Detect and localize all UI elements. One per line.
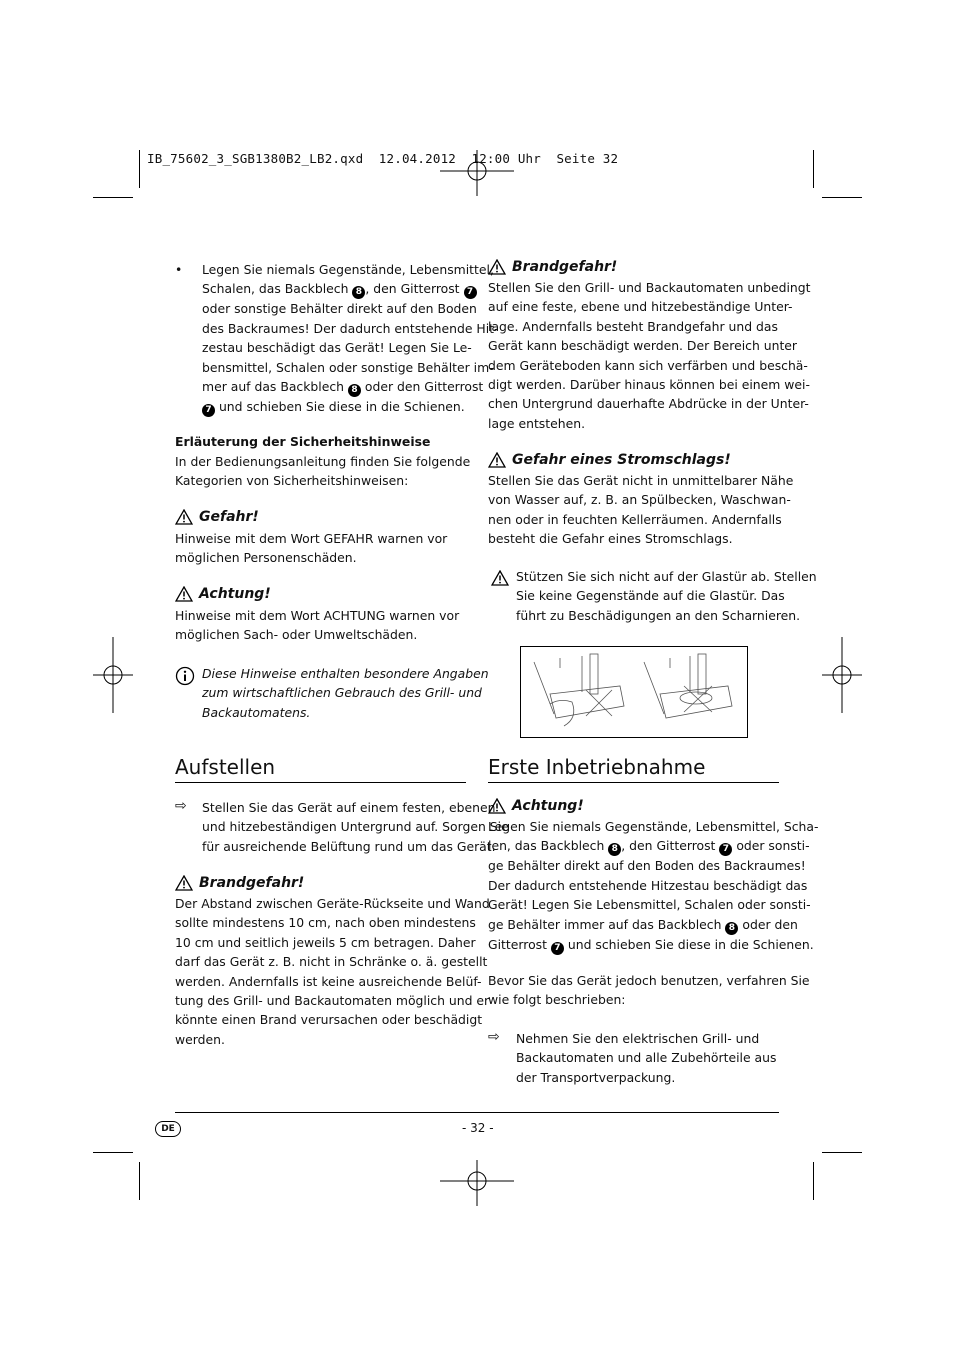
paragraph: Stellen Sie das Gerät nicht in unmittelbarer Nähe von Wasser auf, z. B. an Spülbecken, Waschwan- nen oder in feuchten Kellerräumen. Andernfalls besteht die Gefahr eines Stromschlags.	[488, 473, 794, 547]
warning-heading: Achtung!	[488, 798, 584, 814]
registration-mark-bottom	[440, 1160, 514, 1206]
paragraph: Stellen Sie den Grill- und Backautomaten unbedingt auf eine feste, ebene und hitzebeständige Unter- lage. Andernfalls besteht Brandgefahr und das Gerät kann beschädigt werden. Der Bereich unter dem Geräteboden kann sich verfärben und beschä- digt werden. Darüber hinaus können bei einem wei- chen Untergrund dauerhafte Abdrücke in der Unter- lage entstehen.	[488, 280, 811, 431]
warning-triangle-icon	[175, 586, 193, 602]
text-line: 7 und schieben Sie diese in die Schienen.	[202, 397, 472, 417]
info-paragraph: Diese Hinweise enthalten besondere Angaben zum wirtschaftlichen Gebrauch des Grill- und Backautomatens.	[202, 666, 489, 720]
registration-mark-right	[822, 637, 862, 713]
paragraph: Legen Sie niemals Gegenstände, Lebensmittel, Scha- len, das Backblech 8 , den Gitterrost 7 oder sonsti- ge Behälter direkt auf den Boden des Backraumes! Der dadurch entstehende Hitzestau beschädigt das Gerät! Legen Sie Lebensmittel, Schalen oder sonsti- ge Behälter immer auf das Backblech 8 oder den Gitterrost 7 und schieben Sie diese in die Schienen.	[488, 819, 819, 953]
text-line: des Backraumes! Der dadurch entstehende Hit-	[202, 320, 499, 336]
warning-triangle-icon	[175, 509, 193, 525]
ref-number-backblech: 8	[608, 843, 621, 856]
ref-number-gitterrost: 7	[464, 286, 477, 299]
crop-mark	[813, 1162, 814, 1200]
warning-triangle-icon	[488, 259, 506, 275]
warning-heading: Brandgefahr!	[488, 259, 617, 275]
section-subtitle: Erläuterung der Sicherheitshinweise	[175, 434, 431, 449]
page-number: - 32 -	[462, 1121, 494, 1135]
footer-rule	[175, 1112, 779, 1113]
crop-mark	[822, 1152, 862, 1153]
warning-triangle-icon	[488, 452, 506, 468]
ref-number-backblech: 8	[725, 922, 738, 935]
paragraph: Bevor Sie das Gerät jedoch benutzen, verfahren Sie wie folgt beschrieben:	[488, 973, 810, 1008]
warning-heading: Gefahr!	[175, 509, 259, 525]
ref-number-backblech: 8	[352, 286, 365, 299]
bullet-icon: •	[175, 262, 183, 277]
registration-mark-top	[440, 150, 514, 196]
warning-heading: Brandgefahr!	[175, 875, 304, 891]
warning-heading: Gefahr eines Stromschlags!	[488, 452, 731, 468]
paragraph: In der Bedienungsanleitung finden Sie folgende Kategorien von Sicherheitshinweisen:	[175, 454, 471, 489]
paragraph: Hinweise mit dem Wort ACHTUNG warnen vor möglichen Sach- oder Umweltschäden.	[175, 608, 460, 643]
section-title-aufstellen: Aufstellen	[175, 755, 276, 779]
section-rule	[175, 782, 466, 783]
registration-mark-left	[93, 637, 133, 713]
language-badge: DE	[155, 1121, 181, 1137]
ref-number-gitterrost: 7	[551, 942, 564, 955]
crop-mark	[822, 197, 862, 198]
arrow-icon: ⇨	[175, 798, 187, 814]
paragraph: Stützen Sie sich nicht auf der Glastür ab. Stellen Sie keine Gegenstände auf die Glastür. Das führt zu Beschädigungen an den Scharnieren.	[516, 569, 817, 623]
text-line: Legen Sie niemals Gegenstände, Lebensmittel,	[202, 262, 494, 277]
text-line: mer auf das Backblech 8 oder den Gitterrost	[202, 379, 484, 396]
info-icon	[175, 666, 195, 686]
ref-number-gitterrost: 7	[719, 843, 732, 856]
warning-triangle-icon	[491, 570, 509, 586]
text-line: zestau beschädigt das Gerät! Legen Sie Le-	[202, 340, 472, 356]
section-title-erste-inbetriebnahme: Erste Inbetriebnahme	[488, 755, 706, 779]
warning-triangle-icon	[488, 798, 506, 814]
warning-triangle-icon	[175, 875, 193, 891]
warning-heading: Achtung!	[175, 586, 271, 602]
ref-number-gitterrost: 7	[202, 404, 215, 417]
paragraph: Der Abstand zwischen Geräte-Rückseite und Wand sollte mindestens 10 cm, nach oben mindestens 10 cm und seitlich jeweils 5 cm betragen. Daher darf das Gerät z. B. nicht in Schränke o. ä. gestellt werden. Andernfalls ist keine ausreichende Belüf- tung des Grill- und Backautomaten möglich und er könnte einen Brand verursachen oder beschädigt werden.	[175, 896, 490, 1047]
text-line: oder sonstige Behälter direkt auf den Boden	[202, 301, 477, 317]
paragraph: Hinweise mit dem Wort GEFAHR warnen vor möglichen Personenschäden.	[175, 531, 448, 566]
print-slug: IB_75602_3_SGB1380B2_LB2.qxd 12.04.2012 12:00 Uhr Seite 32	[147, 151, 619, 166]
crop-mark	[139, 150, 140, 188]
section-rule	[488, 782, 779, 783]
crop-mark	[139, 1162, 140, 1200]
glass-door-illustration	[520, 646, 748, 738]
crop-mark	[93, 197, 133, 198]
crop-mark	[813, 150, 814, 188]
arrow-icon: ⇨	[488, 1029, 500, 1045]
ref-number-backblech: 8	[348, 384, 361, 397]
text-line: Schalen, das Backblech 8 , den Gitterrost 7	[202, 279, 472, 299]
crop-mark	[93, 1152, 133, 1153]
text-line: bensmittel, Schalen oder sonstige Behälter im-	[202, 359, 494, 375]
